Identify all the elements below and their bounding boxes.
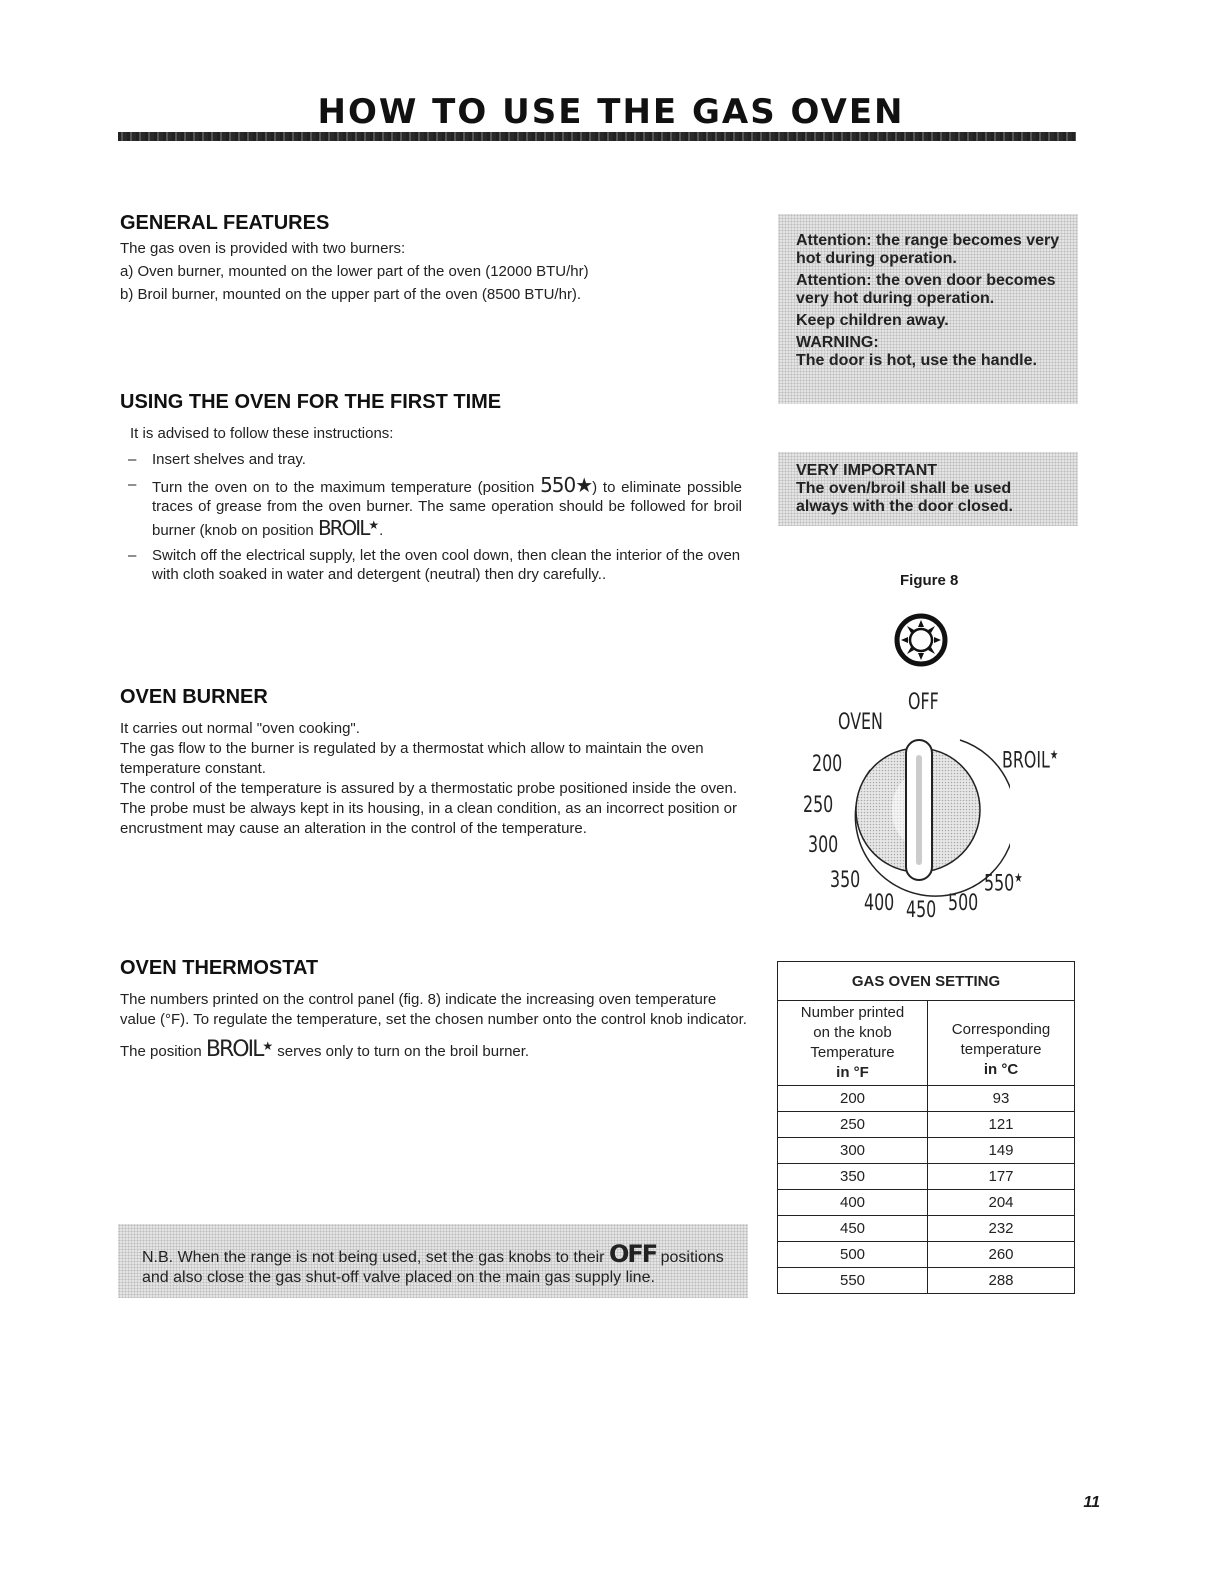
oven-burner-section (120, 686, 748, 839)
nb-note-line: and also close the gas shut-off valve placed on the main gas supply line. (142, 1269, 655, 1286)
table-cell: 200 (778, 1086, 928, 1112)
general-features-line: a) Oven burner, mounted on the lower part of the oven (12000 BTU/hr) (120, 263, 589, 280)
header-line: on the knob (813, 1024, 892, 1041)
oven-thermostat-heading: OVEN THERMOSTAT (120, 957, 319, 979)
table-cell: 500 (778, 1242, 928, 1268)
list-item-text: Insert shelves and tray. (152, 451, 306, 468)
dial-label-350: 350 (830, 868, 861, 893)
burner-flame-symbol-icon (891, 612, 951, 668)
general-features-line: The gas oven is provided with two burners: (120, 240, 406, 257)
oven-burner-paragraph: It carries out normal "oven cooking". (120, 720, 360, 737)
dial-label-250: 250 (803, 793, 834, 818)
position-broil-label: BROIL (317, 516, 369, 540)
table-cell: 400 (778, 1190, 928, 1216)
dial-label-500: 500 (948, 891, 979, 916)
t550-text: 550 (984, 871, 1015, 897)
warning-heading: WARNING: (796, 334, 879, 351)
title-divider (118, 132, 1076, 141)
table-cell: 204 (928, 1190, 1075, 1216)
first-time-section (120, 391, 742, 590)
position-550-label: 550★ (540, 473, 593, 497)
oven-thermostat-section (120, 957, 748, 1062)
table-row (778, 1190, 1075, 1216)
table-cell: 260 (928, 1242, 1075, 1268)
very-important-heading: VERY IMPORTANT (796, 462, 938, 479)
table-cell: 121 (928, 1112, 1075, 1138)
oven-burner-paragraph: The probe must be always kept in its housing, in a clean condition, as an incorrect position or encrustment may cause an alteration in the control of the temperature. (120, 800, 738, 837)
warning-line: The door is hot, use the handle. (796, 352, 1037, 369)
table-cell: 288 (928, 1268, 1075, 1294)
table-cell: 250 (778, 1112, 928, 1138)
very-important-text (796, 462, 1068, 520)
header-line: Temperature (810, 1044, 895, 1061)
oven-thermostat-broil-line (120, 1036, 748, 1062)
figure-caption: Figure 8 (900, 572, 959, 589)
warning-line: Keep children away. (796, 312, 949, 329)
general-features-line: b) Broil burner, mounted on the upper part of the oven (8500 BTU/hr). (120, 286, 582, 303)
star-icon: ★ (1049, 748, 1059, 763)
star-icon: ★ (262, 1039, 274, 1053)
gas-oven-setting-table-wrap (777, 961, 1075, 1294)
first-time-intro: It is advised to follow these instructions: (130, 425, 394, 442)
list-item (120, 475, 742, 540)
warning-text (796, 232, 1066, 374)
warning-box (778, 214, 1078, 404)
list-item-text: Switch off the electrical supply, let the oven cool down, then clean the interior of the oven with cloth soaked in water and detergent (neutral) then dry carefully.. (152, 547, 741, 583)
header-line: in °C (983, 1061, 1019, 1078)
table-cell: 149 (928, 1138, 1075, 1164)
dial-label-200: 200 (812, 752, 843, 777)
warning-line: Attention: the range becomes very hot during operation. (796, 232, 1060, 267)
table-row (778, 1112, 1075, 1138)
list-item-text: ) to eliminate possible traces of grease from the oven burner. The same operation should be followed for broil burner (knob on position (152, 479, 742, 539)
nb-note-text (142, 1242, 724, 1288)
dial-label-oven: OVEN (838, 710, 883, 735)
table-title: GAS OVEN SETTING (778, 962, 1075, 1001)
nb-note-box (118, 1224, 748, 1298)
table-row (778, 1216, 1075, 1242)
position-broil-label: BROIL (205, 1037, 263, 1062)
oven-burner-paragraph: The control of the temperature is assured by a thermostatic probe positioned inside the oven. (120, 780, 738, 797)
table-cell: 300 (778, 1138, 928, 1164)
star-icon: ★ (368, 518, 380, 532)
table-row (778, 1138, 1075, 1164)
dial-label-broil (1002, 748, 1058, 773)
first-time-list (120, 450, 742, 584)
table-cell: 350 (778, 1164, 928, 1190)
header-line: temperature (960, 1041, 1042, 1058)
table-row (778, 1242, 1075, 1268)
very-important-line: The oven/broil shall be used always with the door closed. (796, 480, 1013, 515)
very-important-box (778, 452, 1078, 526)
dial-label-550 (984, 871, 1023, 896)
star-icon: ★ (1014, 871, 1023, 886)
list-item (120, 450, 742, 469)
first-time-heading: USING THE OVEN FOR THE FIRST TIME (120, 391, 502, 413)
broil-line-text: serves only to turn on the broil burner. (273, 1043, 530, 1060)
warning-line: Attention: the oven door becomes very hot during operation. (796, 272, 1056, 307)
table-cell: 177 (928, 1164, 1075, 1190)
broil-text: BROIL (1002, 748, 1050, 774)
off-position-label: OFF (608, 1240, 657, 1268)
oven-thermostat-paragraph: The numbers printed on the control panel (fig. 8) indicate the increasing oven temperature value (°F). To regulate the temperature, set the chosen number onto the control knob indicator. (120, 991, 747, 1028)
table-row (778, 1268, 1075, 1294)
oven-burner-heading: OVEN BURNER (120, 686, 268, 708)
list-item-text: . (379, 522, 384, 539)
page-title: HOW TO USE THE GAS OVEN (317, 92, 905, 132)
header-line: Corresponding (951, 1021, 1051, 1038)
table-header-celsius (928, 1001, 1075, 1086)
table-cell: 232 (928, 1216, 1075, 1242)
table-row (778, 1086, 1075, 1112)
nb-note-line: positions (656, 1249, 724, 1266)
general-features-heading: GENERAL FEATURES (120, 212, 330, 234)
broil-line-text: The position (120, 1043, 206, 1060)
table-cell: 550 (778, 1268, 928, 1294)
dial-label-off: OFF (908, 690, 939, 715)
dial-label-300: 300 (808, 833, 839, 858)
dial-label-400: 400 (864, 891, 895, 916)
table-row (778, 1164, 1075, 1190)
page-number: 11 (1083, 1494, 1100, 1511)
table-cell: 93 (928, 1086, 1075, 1112)
table-header-fahrenheit (778, 1001, 928, 1086)
general-features-section (120, 212, 760, 305)
gas-oven-setting-table (777, 961, 1075, 1294)
header-line: in °F (836, 1064, 869, 1081)
list-item (120, 546, 742, 584)
table-cell: 450 (778, 1216, 928, 1242)
oven-burner-paragraph: The gas flow to the burner is regulated by a thermostat which allow to maintain the oven temperature constant. (120, 740, 704, 777)
dial-label-450: 450 (906, 898, 937, 923)
nb-note-line: N.B. When the range is not being used, set the gas knobs to their (142, 1249, 609, 1266)
list-item-text: Turn the oven on to the maximum temperature (position (152, 479, 541, 496)
header-line: Number printed (800, 1004, 905, 1021)
